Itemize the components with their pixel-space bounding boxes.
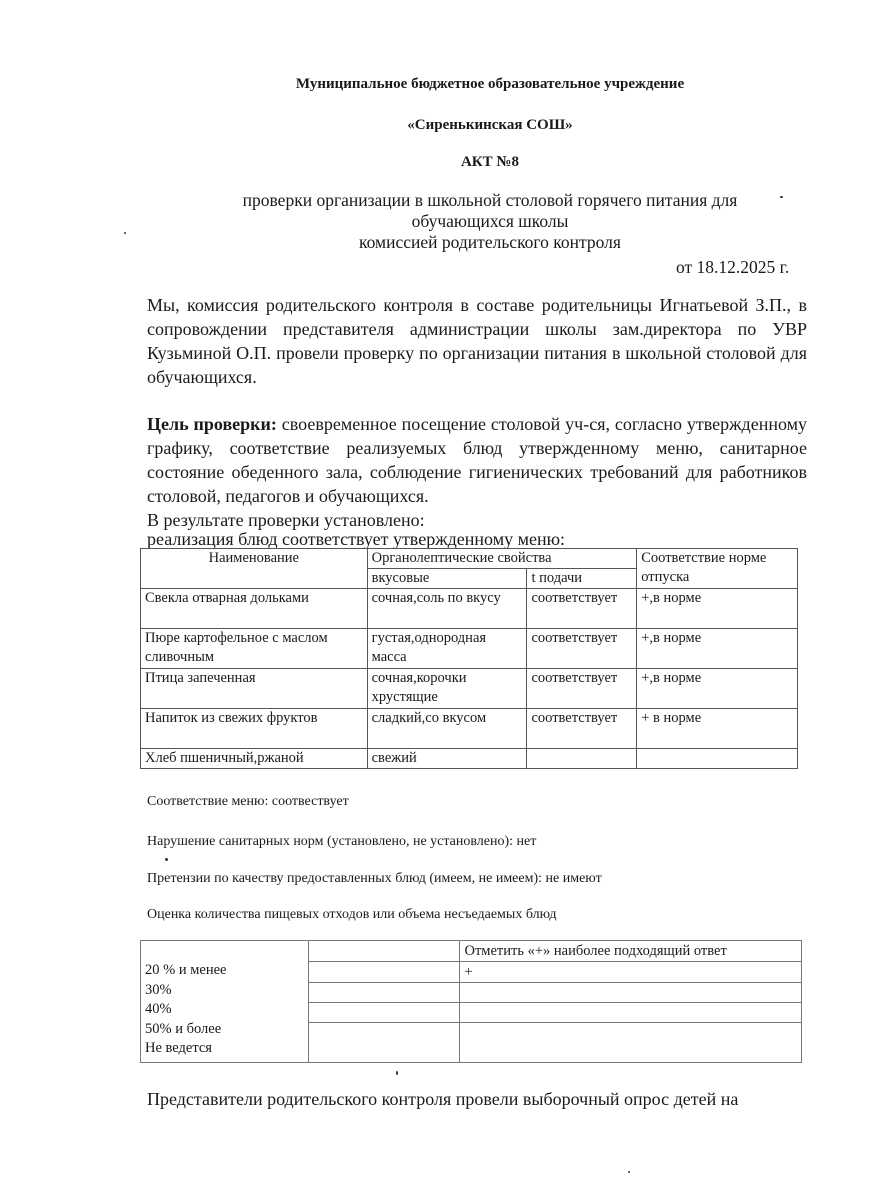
scan-speck <box>124 232 126 234</box>
cell-compliance <box>637 749 798 769</box>
intro-paragraph: Мы, комиссия родительского контроля в составе родительницы Игнатьевой З.П., в сопровождении представителя администрации школы зам.директора по УВР Кузьминой О.П. провели проверку по организации питания в школьной столовой для обучающихся. <box>147 295 807 387</box>
cell-taste: сочная,корочки хрустящие <box>367 669 527 709</box>
cell-temp <box>527 749 637 769</box>
header-temp: t подачи <box>527 569 637 589</box>
subtitle-line: обучающихся школы <box>411 211 569 231</box>
result-intro: В результате проверки установлено: <box>147 510 425 530</box>
finding-sanitary: Нарушение санитарных норм (установлено, не установлено): нет <box>147 834 537 849</box>
cell-name: Пюре картофельное с маслом сливочным <box>141 629 368 669</box>
cell-compliance: +,в норме <box>637 629 798 669</box>
waste-blank-cell <box>308 1023 460 1063</box>
cell-compliance: +,в норме <box>637 589 798 629</box>
table-row <box>141 669 798 709</box>
header-name: Наименование <box>141 549 368 589</box>
waste-option: 40% <box>145 1001 172 1018</box>
table-row <box>141 709 798 749</box>
waste-header: Отметить «+» наиболее подходящий ответ <box>460 941 802 962</box>
cell-taste: свежий <box>367 749 527 769</box>
waste-mark-cell[interactable] <box>460 1003 802 1023</box>
cell-taste: густая,однородная масса <box>367 629 527 669</box>
waste-blank-cell <box>308 962 460 983</box>
cell-taste: сладкий,со вкусом <box>367 709 527 749</box>
waste-blank-cell <box>308 983 460 1003</box>
cell-temp: соответствует <box>527 669 637 709</box>
act-subtitle <box>140 190 840 253</box>
waste-mark-cell[interactable] <box>460 1023 802 1063</box>
header-taste: вкусовые <box>367 569 527 589</box>
finding-claims: Претензии по качеству предоставленных блюд (имеем, не имеем): не имеют <box>147 871 602 886</box>
finding-menu-compliance: Соответствие меню: соотвествует <box>147 794 349 809</box>
cell-temp: соответствует <box>527 589 637 629</box>
goal-text: своевременное посещение столовой уч-ся, согласно утвержденному графику, соответствие реализуемых блюд утвержденному меню, санитарное состояние обеденного зала, соблюдение гигиенических требований для работников столовой, педагогов и обучающихся. <box>147 414 808 506</box>
cell-compliance: +,в норме <box>637 669 798 709</box>
closing-paragraph: Представители родительского контроля провели выборочный опрос детей на <box>147 1089 739 1109</box>
goal-label: Цель проверки: <box>147 414 277 434</box>
header-organoleptic: Органолептические свойства <box>367 549 637 569</box>
goal-paragraph <box>147 412 807 508</box>
cell-name: Птица запеченная <box>141 669 368 709</box>
waste-blank-cell <box>308 941 460 962</box>
table-row <box>141 629 798 669</box>
scan-speck <box>396 1071 398 1075</box>
waste-blank-cell <box>308 1003 460 1023</box>
cell-name: Напиток из свежих фруктов <box>141 709 368 749</box>
waste-option: 20 % и менее <box>145 962 227 978</box>
waste-options <box>141 941 309 1063</box>
act-title: АКТ №8 <box>460 154 520 170</box>
finding-waste: Оценка количества пищевых отходов или объема несъедаемых блюд <box>147 907 557 922</box>
header-compliance: Соответствие норме отпуска <box>637 549 798 589</box>
waste-option: Не ведется <box>145 1040 212 1057</box>
cell-taste: сочная,соль по вкусу <box>367 589 527 629</box>
institution-name: Муниципальное бюджетное образовательное учреждение <box>295 76 685 92</box>
waste-header-row <box>141 941 802 962</box>
waste-option: 30% <box>145 981 172 998</box>
subtitle-line: комиссией родительского контроля <box>359 232 621 252</box>
cell-temp: соответствует <box>527 709 637 749</box>
cell-compliance: + в норме <box>637 709 798 749</box>
school-name: «Сиренькинская СОШ» <box>407 117 573 133</box>
table-row <box>141 749 798 769</box>
scan-speck <box>780 196 783 198</box>
waste-mark-cell[interactable]: + <box>460 962 802 983</box>
menu-statement: реализация блюд соответствует утвержденному меню: <box>147 529 566 549</box>
table-row <box>141 589 798 629</box>
waste-table <box>140 940 802 1063</box>
menu-table <box>140 548 798 769</box>
cell-name: Свекла отварная дольками <box>141 589 368 629</box>
waste-mark-cell[interactable] <box>460 983 802 1003</box>
table-header-row <box>141 549 798 569</box>
cell-temp: соответствует <box>527 629 637 669</box>
cell-name: Хлеб пшеничный,ржаной <box>141 749 368 769</box>
scan-speck <box>628 1171 630 1173</box>
scan-speck <box>165 858 168 861</box>
waste-option: 50% и более <box>145 1020 222 1037</box>
subtitle-line: проверки организации в школьной столовой горячего питания для <box>242 190 738 210</box>
act-date: от 18.12.2025 г. <box>676 257 790 277</box>
